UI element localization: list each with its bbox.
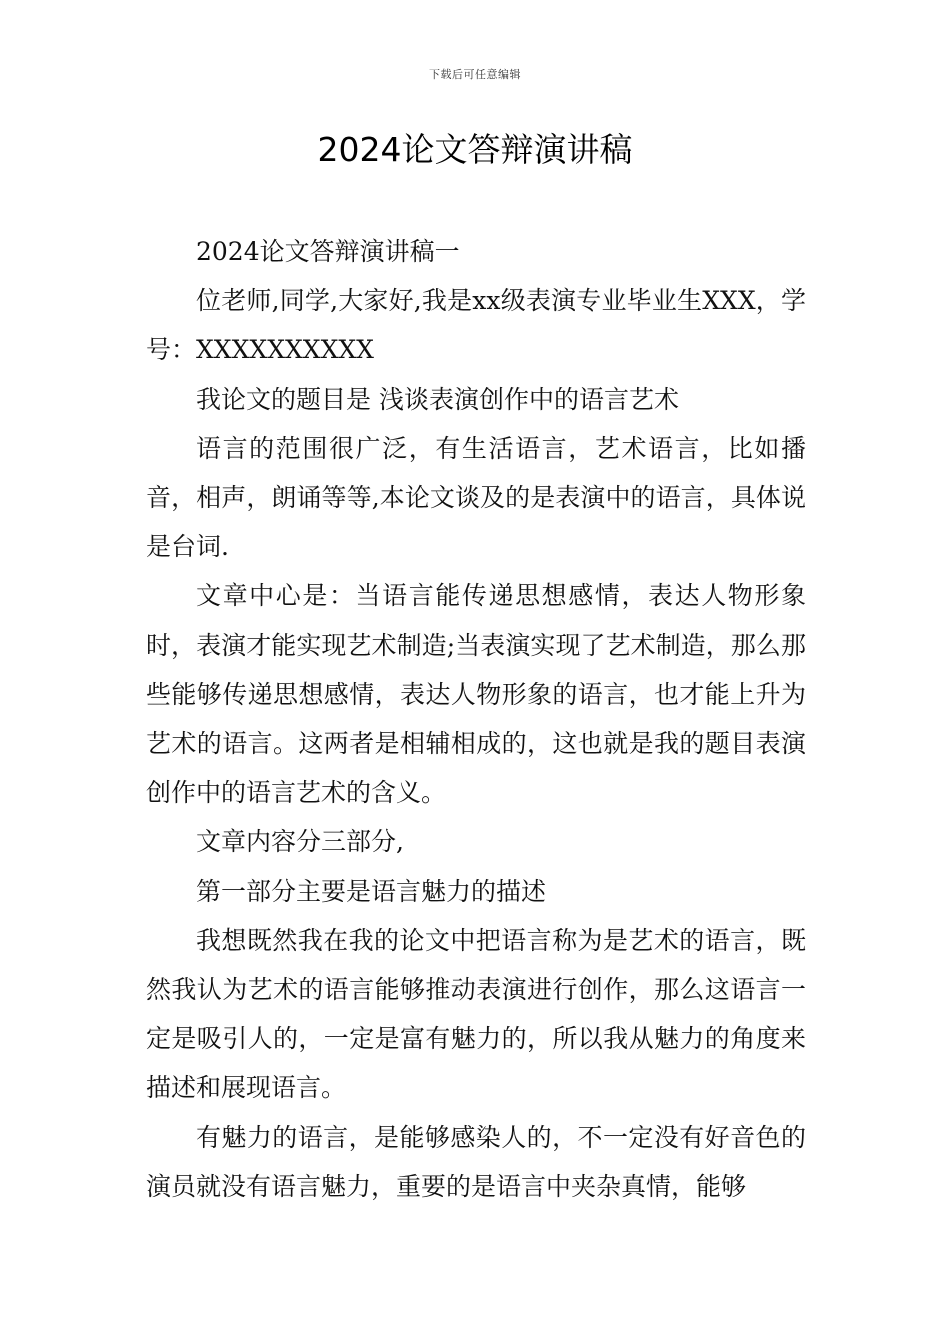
paragraph-thesis: 文章中心是：当语言能传递思想感情，表达人物形象时，表演才能实现艺术制造;当表演实现了艺术制造，那么那些能够传递思想感情，表达人物形象的语言，也才能上升为艺术的语言。这两者是相辅相成的，这也就是我的题目表演创作中的语言艺术的含义。 xyxy=(146,581,806,808)
paragraph-charm-intro: 我想既然我在我的论文中把语言称为是艺术的语言，既然我认为艺术的语言能够推动表演进行创作，那么这语言一定是吸引人的，一定是富有魅力的，所以我从魅力的角度来描述和展现语言。 xyxy=(146,925,806,1103)
paragraph-subtitle: 2024论文答辩演讲稿一 xyxy=(196,237,460,266)
paragraph-greeting: 位老师,同学,大家好,我是xx级表演专业毕业生XXX，学号：XXXXXXXXXX xyxy=(146,286,806,365)
header-note: 下载后可任意编辑 xyxy=(429,68,521,81)
document-title: 2024论文答辩演讲稿 xyxy=(317,130,633,169)
paragraph-topic: 我论文的题目是 浅谈表演创作中的语言艺术 xyxy=(196,384,679,414)
document-body xyxy=(146,227,806,1211)
paragraph-part-one: 第一部分主要是语言魅力的描述 xyxy=(196,876,547,906)
paragraph-charm-detail: 有魅力的语言，是能够感染人的，不一定没有好音色的演员就没有语言魅力，重要的是语言中夹杂真情，能够 xyxy=(146,1122,806,1201)
paragraph-structure: 文章内容分三部分, xyxy=(196,827,404,857)
paragraph-scope: 语言的范围很广泛，有生活语言，艺术语言，比如播音，相声，朗诵等等,本论文谈及的是表演中的语言，具体说是台词. xyxy=(146,433,806,562)
